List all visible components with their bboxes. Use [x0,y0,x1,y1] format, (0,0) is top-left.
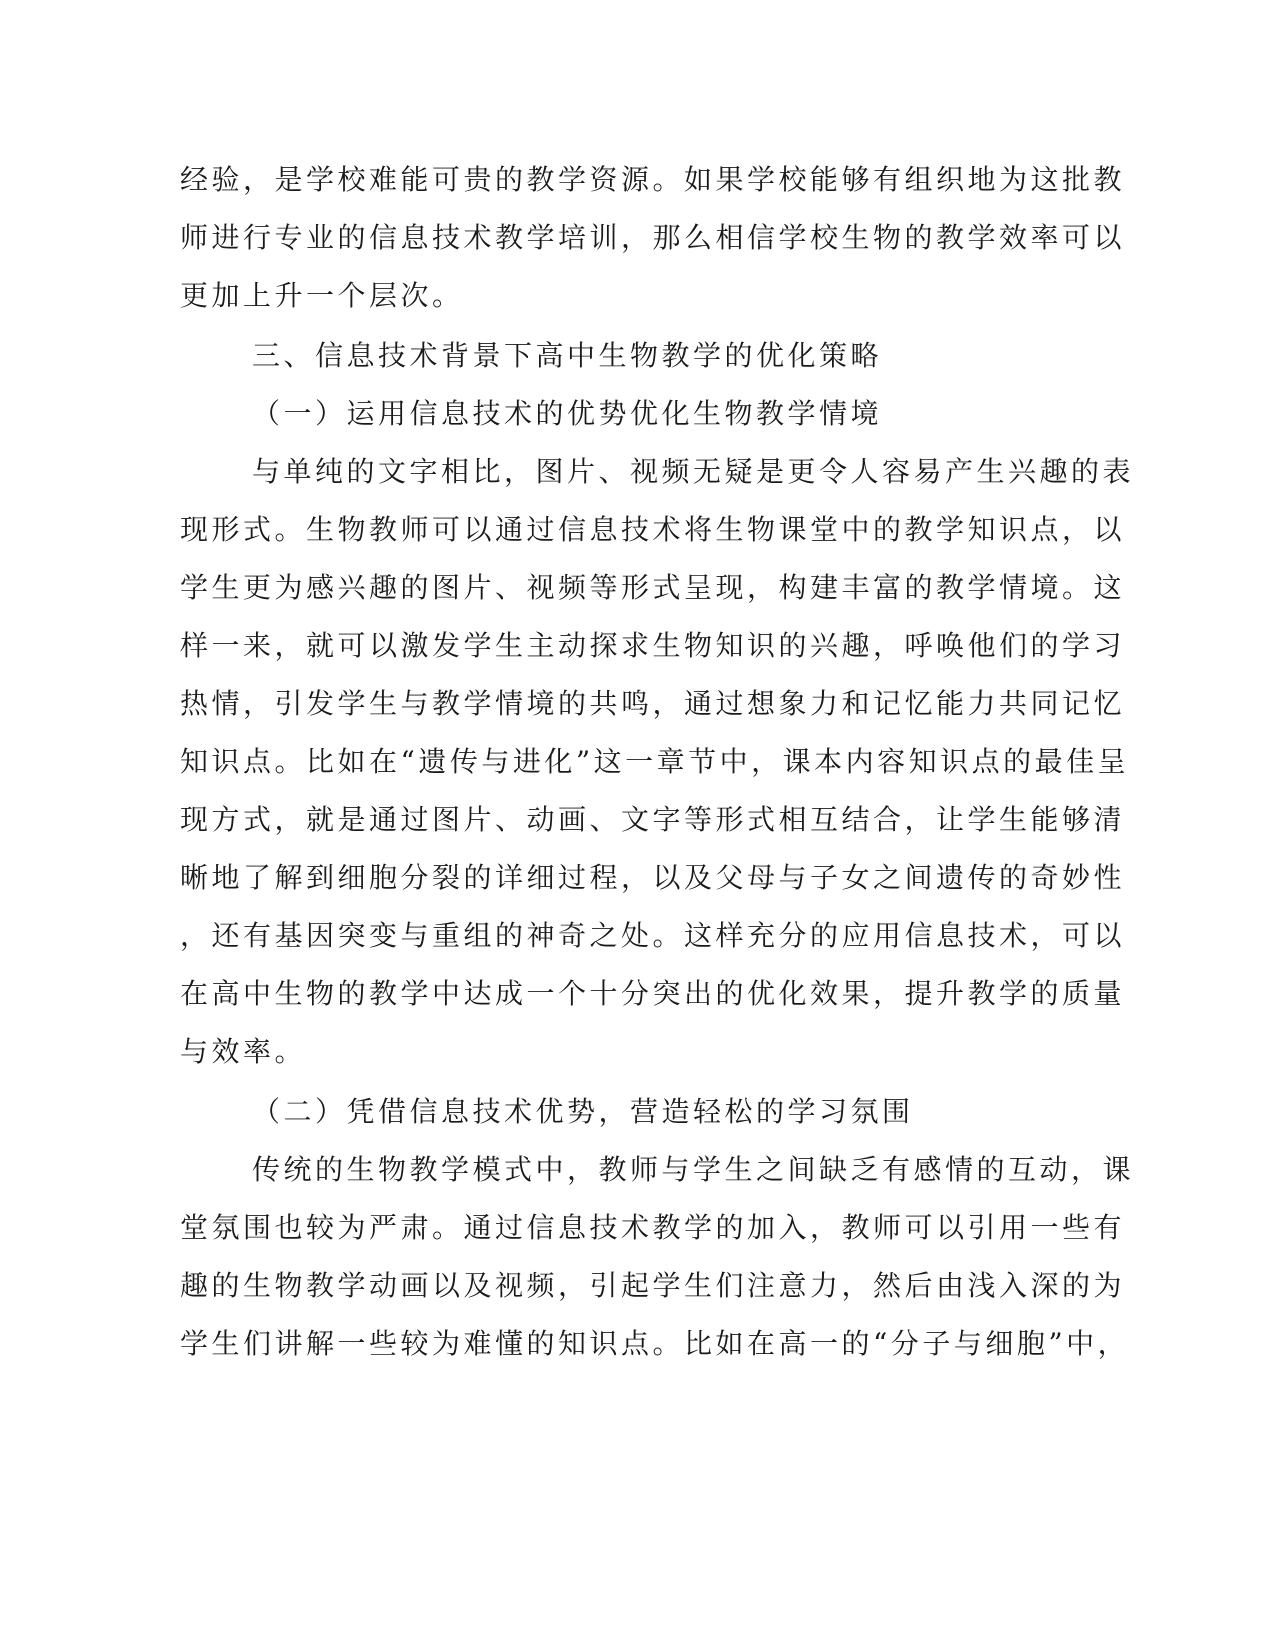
paragraph-line: 学生们讲解一些较为难懂的知识点。比如在高一的“分子与细胞”中， [180,1327,1130,1360]
paragraph-line: 与效率。 [180,1035,307,1068]
subsection-heading: （二）凭借信息技术优势，营造轻松的学习氛围 [252,1095,914,1128]
paragraph-line: 与单纯的文字相比，图片、视频无疑是更令人容易产生兴趣的表 [252,455,1135,488]
paragraph-line: 更加上升一个层次。 [180,279,464,312]
paragraph-line: 堂氛围也较为严肃。通过信息技术教学的加入，教师可以引用一些有 [180,1211,1126,1244]
paragraph-line: 样一来，就可以激发学生主动探求生物知识的兴趣，呼唤他们的学习 [180,629,1126,662]
paragraph-line: 学生更为感兴趣的图片、视频等形式呈现，构建丰富的教学情境。这 [180,571,1126,604]
paragraph-line: 现方式，就是通过图片、动画、文字等形式相互结合，让学生能够清 [180,803,1126,836]
paragraph-line: 在高中生物的教学中达成一个十分突出的优化效果，提升教学的质量 [180,977,1126,1010]
paragraph-line: 知识点。比如在“遗传与进化”这一章节中，课本内容知识点的最佳呈 [180,745,1130,778]
subsection-heading: （一）运用信息技术的优势优化生物教学情境 [252,397,883,430]
paragraph-line: 趣的生物教学动画以及视频，引起学生们注意力，然后由浅入深的为 [180,1269,1126,1302]
paragraph-line: 晰地了解到细胞分裂的详细过程，以及父母与子女之间遗传的奇妙性 [180,861,1126,894]
paragraph-line: 师进行专业的信息技术教学培训，那么相信学校生物的教学效率可以 [180,221,1126,254]
document-page [180,150,1135,1550]
paragraph-line: 传统的生物教学模式中，教师与学生之间缺乏有感情的互动，课 [252,1153,1135,1186]
paragraph-line: 现形式。生物教师可以通过信息技术将生物课堂中的教学知识点，以 [180,513,1126,546]
paragraph-line: ，还有基因突变与重组的神奇之处。这样充分的应用信息技术，可以 [180,919,1126,952]
paragraph-line: 经验，是学校难能可贵的教学资源。如果学校能够有组织地为这批教 [180,163,1126,196]
section-heading: 三、信息技术背景下高中生物教学的优化策略 [252,339,883,372]
paragraph-line: 热情，引发学生与教学情境的共鸣，通过想象力和记忆能力共同记忆 [180,687,1126,720]
